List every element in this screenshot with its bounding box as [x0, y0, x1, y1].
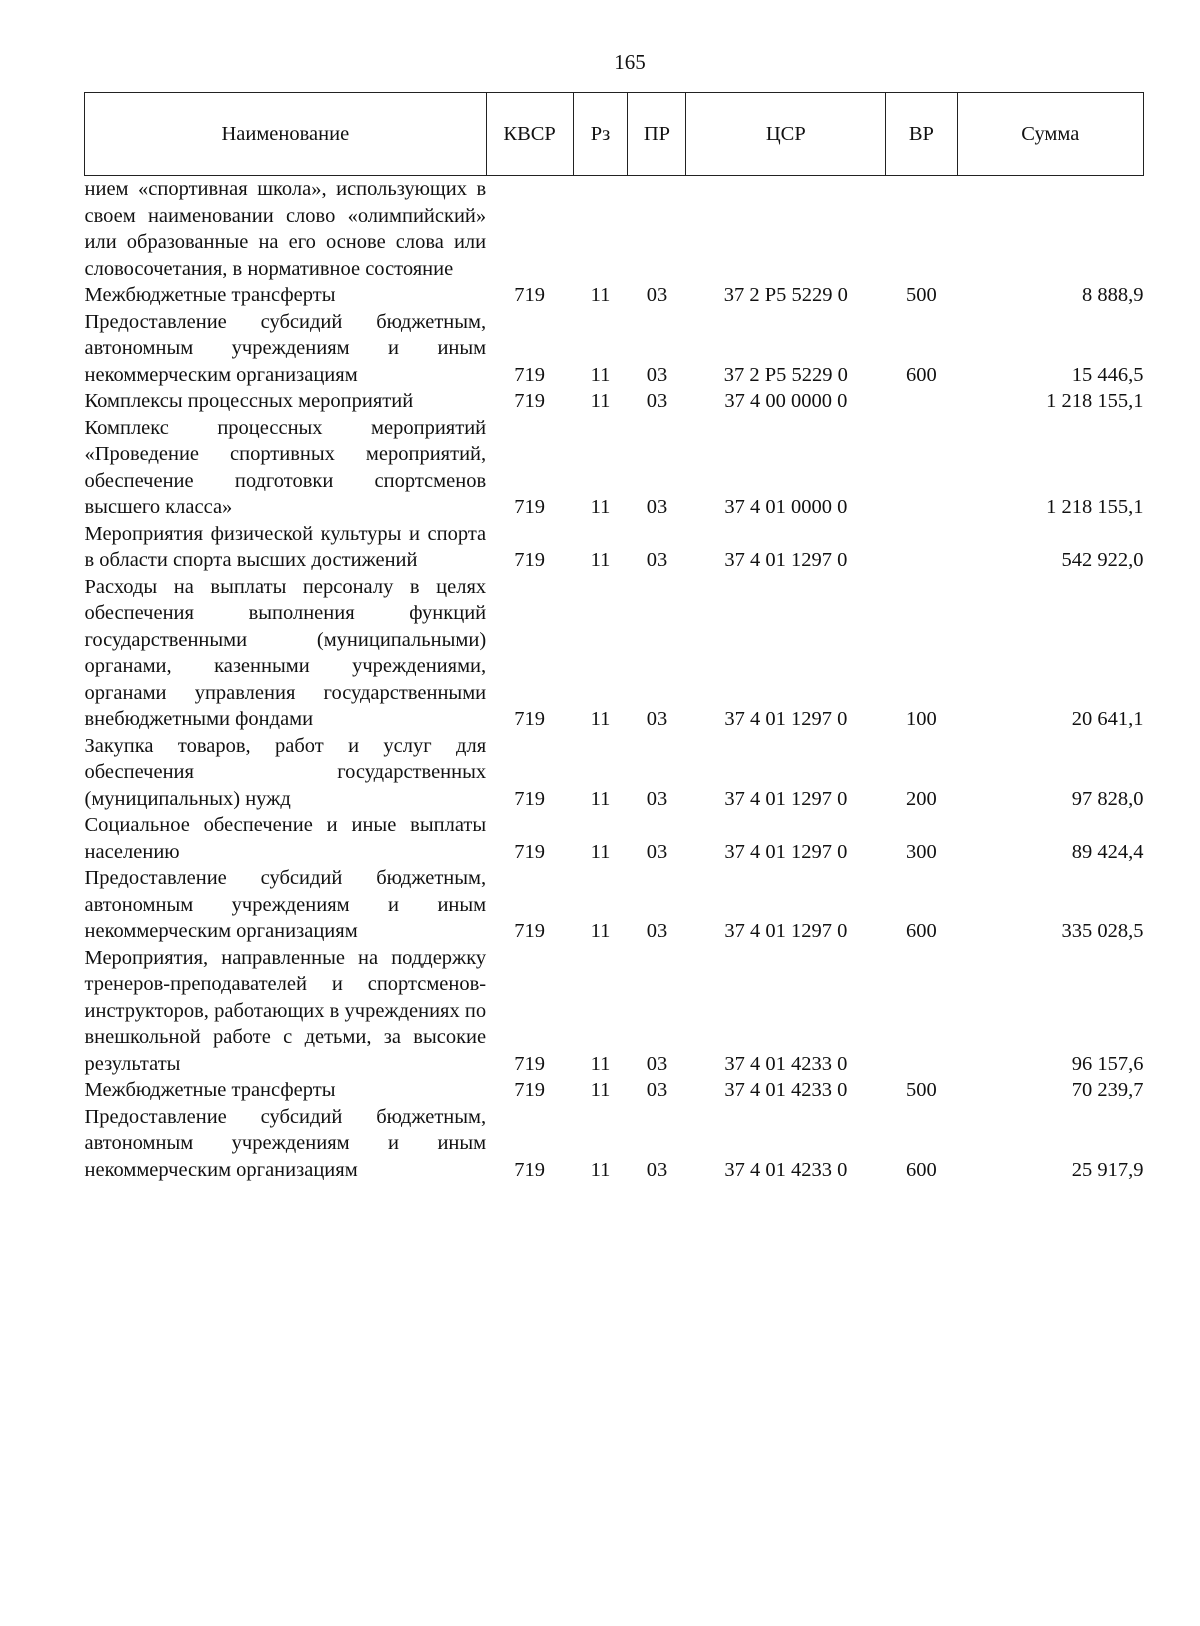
cell-name: Комплекс процессных мероприятий «Проведение спортивных мероприятий, обеспечение подготовки спортсменов высшего класса» [84, 416, 487, 518]
cell-name: Закупка товаров, работ и услуг для обеспечения государственных (муниципальных) нужд [84, 734, 487, 810]
header-name: Наименование [85, 93, 487, 176]
cell-csr: 37 4 01 1297 0 [724, 840, 848, 863]
cell-sum: 542 922,0 [1061, 549, 1144, 571]
cell-pr: 03 [646, 390, 668, 412]
cell-name: Социальное обеспечение и иные выплаты населению [84, 814, 487, 863]
cell-rz [573, 176, 628, 283]
cell-sum: 70 239,7 [1071, 1079, 1144, 1101]
cell-sum: 335 028,5 [1061, 920, 1144, 942]
cell-pr: 03 [646, 363, 668, 386]
cell-sum: 89 424,4 [1071, 840, 1144, 863]
table-row [85, 574, 1144, 733]
cell-rz: 11 [590, 1158, 611, 1181]
cell-csr: 37 4 00 0000 0 [724, 390, 848, 412]
cell-kvsr: 719 [514, 920, 545, 942]
cell-vr: 600 [906, 1158, 937, 1181]
cell-name: Предоставление субсидий бюджетным, автономным учреждениям и иным некоммерческим организациям [84, 1105, 487, 1181]
header-sum: Сумма [957, 93, 1143, 176]
cell-kvsr: 719 [514, 1079, 545, 1101]
cell-pr: 03 [646, 496, 668, 518]
cell-pr: 03 [646, 920, 668, 942]
cell-vr: 500 [906, 1079, 937, 1101]
cell-csr: 37 2 P5 5229 0 [723, 284, 848, 306]
cell-csr: 37 4 01 1297 0 [724, 708, 848, 730]
cell-vr [886, 945, 957, 1078]
cell-csr: 37 4 01 4233 0 [724, 1079, 848, 1101]
cell-rz: 11 [590, 840, 611, 863]
cell-sum: 25 917,9 [1071, 1158, 1144, 1181]
cell-vr: 100 [906, 708, 937, 730]
cell-rz: 11 [590, 1079, 611, 1101]
cell-sum: 20 641,1 [1071, 708, 1144, 730]
cell-vr: 200 [906, 787, 937, 810]
page-number: 165 [614, 50, 646, 74]
header-csr: ЦСР [686, 93, 886, 176]
cell-rz: 11 [590, 549, 611, 571]
table-row [85, 309, 1144, 389]
cell-kvsr: 719 [514, 549, 545, 571]
table-row [85, 945, 1144, 1078]
table-row [85, 733, 1144, 813]
cell-vr: 300 [906, 840, 937, 863]
cell-name: Мероприятия физической культуры и спорта в области спорта высших достижений [84, 522, 487, 571]
cell-rz: 11 [590, 496, 611, 518]
cell-pr: 03 [646, 1158, 668, 1181]
cell-kvsr: 719 [514, 787, 545, 810]
cell-kvsr: 719 [514, 1052, 545, 1075]
cell-csr: 37 4 01 0000 0 [724, 496, 848, 518]
cell-pr [628, 176, 686, 283]
cell-name: Межбюджетные трансферты [84, 1079, 336, 1101]
cell-rz: 11 [590, 920, 611, 942]
cell-csr: 37 4 01 4233 0 [724, 1158, 848, 1181]
table-row [85, 521, 1144, 574]
cell-name: Расходы на выплаты персоналу в целях обеспечения выполнения функций государственными (муниципальными) органами, казенными учреждениями, органами управления государственными внебюджетными фондами [84, 575, 487, 730]
cell-rz: 11 [590, 284, 611, 306]
cell-kvsr: 719 [514, 1158, 545, 1181]
cell-kvsr: 719 [514, 390, 545, 412]
cell-rz: 11 [590, 1052, 611, 1075]
cell-name: Межбюджетные трансферты [84, 284, 336, 306]
cell-name: Мероприятия, направленные на поддержку тренеров-преподавателей и спортсменов-инструкторов, работающих в учреждениях по внешкольной работе с детьми, за высокие результаты [84, 946, 487, 1075]
cell-rz: 11 [590, 363, 611, 386]
cell-sum [957, 176, 1143, 283]
cell-csr: 37 4 01 1297 0 [724, 549, 848, 571]
cell-vr [886, 415, 957, 521]
cell-sum: 1 218 155,1 [1046, 496, 1144, 518]
table-body [85, 176, 1144, 1184]
table-row [85, 1077, 1144, 1104]
cell-csr: 37 4 01 4233 0 [724, 1052, 848, 1075]
table-row [85, 388, 1144, 415]
cell-sum: 96 157,6 [1071, 1052, 1144, 1075]
cell-csr: 37 4 01 1297 0 [724, 920, 848, 942]
table-row [85, 176, 1144, 283]
table-row [85, 865, 1144, 945]
cell-vr [886, 388, 957, 415]
cell-pr: 03 [646, 840, 668, 863]
cell-kvsr: 719 [514, 708, 545, 730]
cell-rz: 11 [590, 390, 611, 412]
table-row [85, 282, 1144, 309]
cell-csr: 37 2 P5 5229 0 [723, 363, 848, 386]
header-pr: ПР [628, 93, 686, 176]
header-rz: Рз [573, 93, 628, 176]
cell-rz: 11 [590, 708, 611, 730]
cell-kvsr: 719 [514, 496, 545, 518]
cell-vr: 600 [906, 363, 937, 386]
table-row [85, 415, 1144, 521]
cell-pr: 03 [646, 284, 668, 306]
header-kvsr: КВСР [486, 93, 573, 176]
cell-vr [886, 176, 957, 283]
cell-vr: 500 [906, 284, 937, 306]
cell-kvsr: 719 [514, 284, 545, 306]
table-row [85, 812, 1144, 865]
cell-rz: 11 [590, 787, 611, 810]
cell-vr: 600 [906, 920, 937, 942]
cell-pr: 03 [646, 787, 668, 810]
cell-pr: 03 [646, 1052, 668, 1075]
budget-table [84, 92, 1144, 1183]
cell-sum: 1 218 155,1 [1046, 390, 1144, 412]
cell-sum: 8 888,9 [1082, 284, 1144, 306]
cell-name: Предоставление субсидий бюджетным, автономным учреждениям и иным некоммерческим организациям [84, 310, 487, 386]
table-header-row [85, 93, 1144, 176]
header-vr: ВР [886, 93, 957, 176]
cell-pr: 03 [646, 549, 668, 571]
cell-vr [886, 521, 957, 574]
cell-pr: 03 [646, 1079, 668, 1101]
cell-sum: 15 446,5 [1071, 363, 1144, 386]
cell-pr: 03 [646, 708, 668, 730]
cell-sum: 97 828,0 [1071, 787, 1144, 810]
cell-kvsr: 719 [514, 840, 545, 863]
cell-kvsr: 719 [514, 363, 545, 386]
cell-csr [686, 176, 886, 283]
table-row [85, 1104, 1144, 1184]
cell-name: Предоставление субсидий бюджетным, автономным учреждениям и иным некоммерческим организациям [84, 867, 487, 942]
cell-name: нием «спортивная школа», использующих в своем наименовании слово «олимпийский» или образованные на его основе слова или словосочетания, в нормативное состояние [84, 178, 487, 280]
cell-name: Комплексы процессных мероприятий [84, 390, 414, 412]
cell-csr: 37 4 01 1297 0 [724, 787, 848, 810]
cell-kvsr [486, 176, 573, 283]
